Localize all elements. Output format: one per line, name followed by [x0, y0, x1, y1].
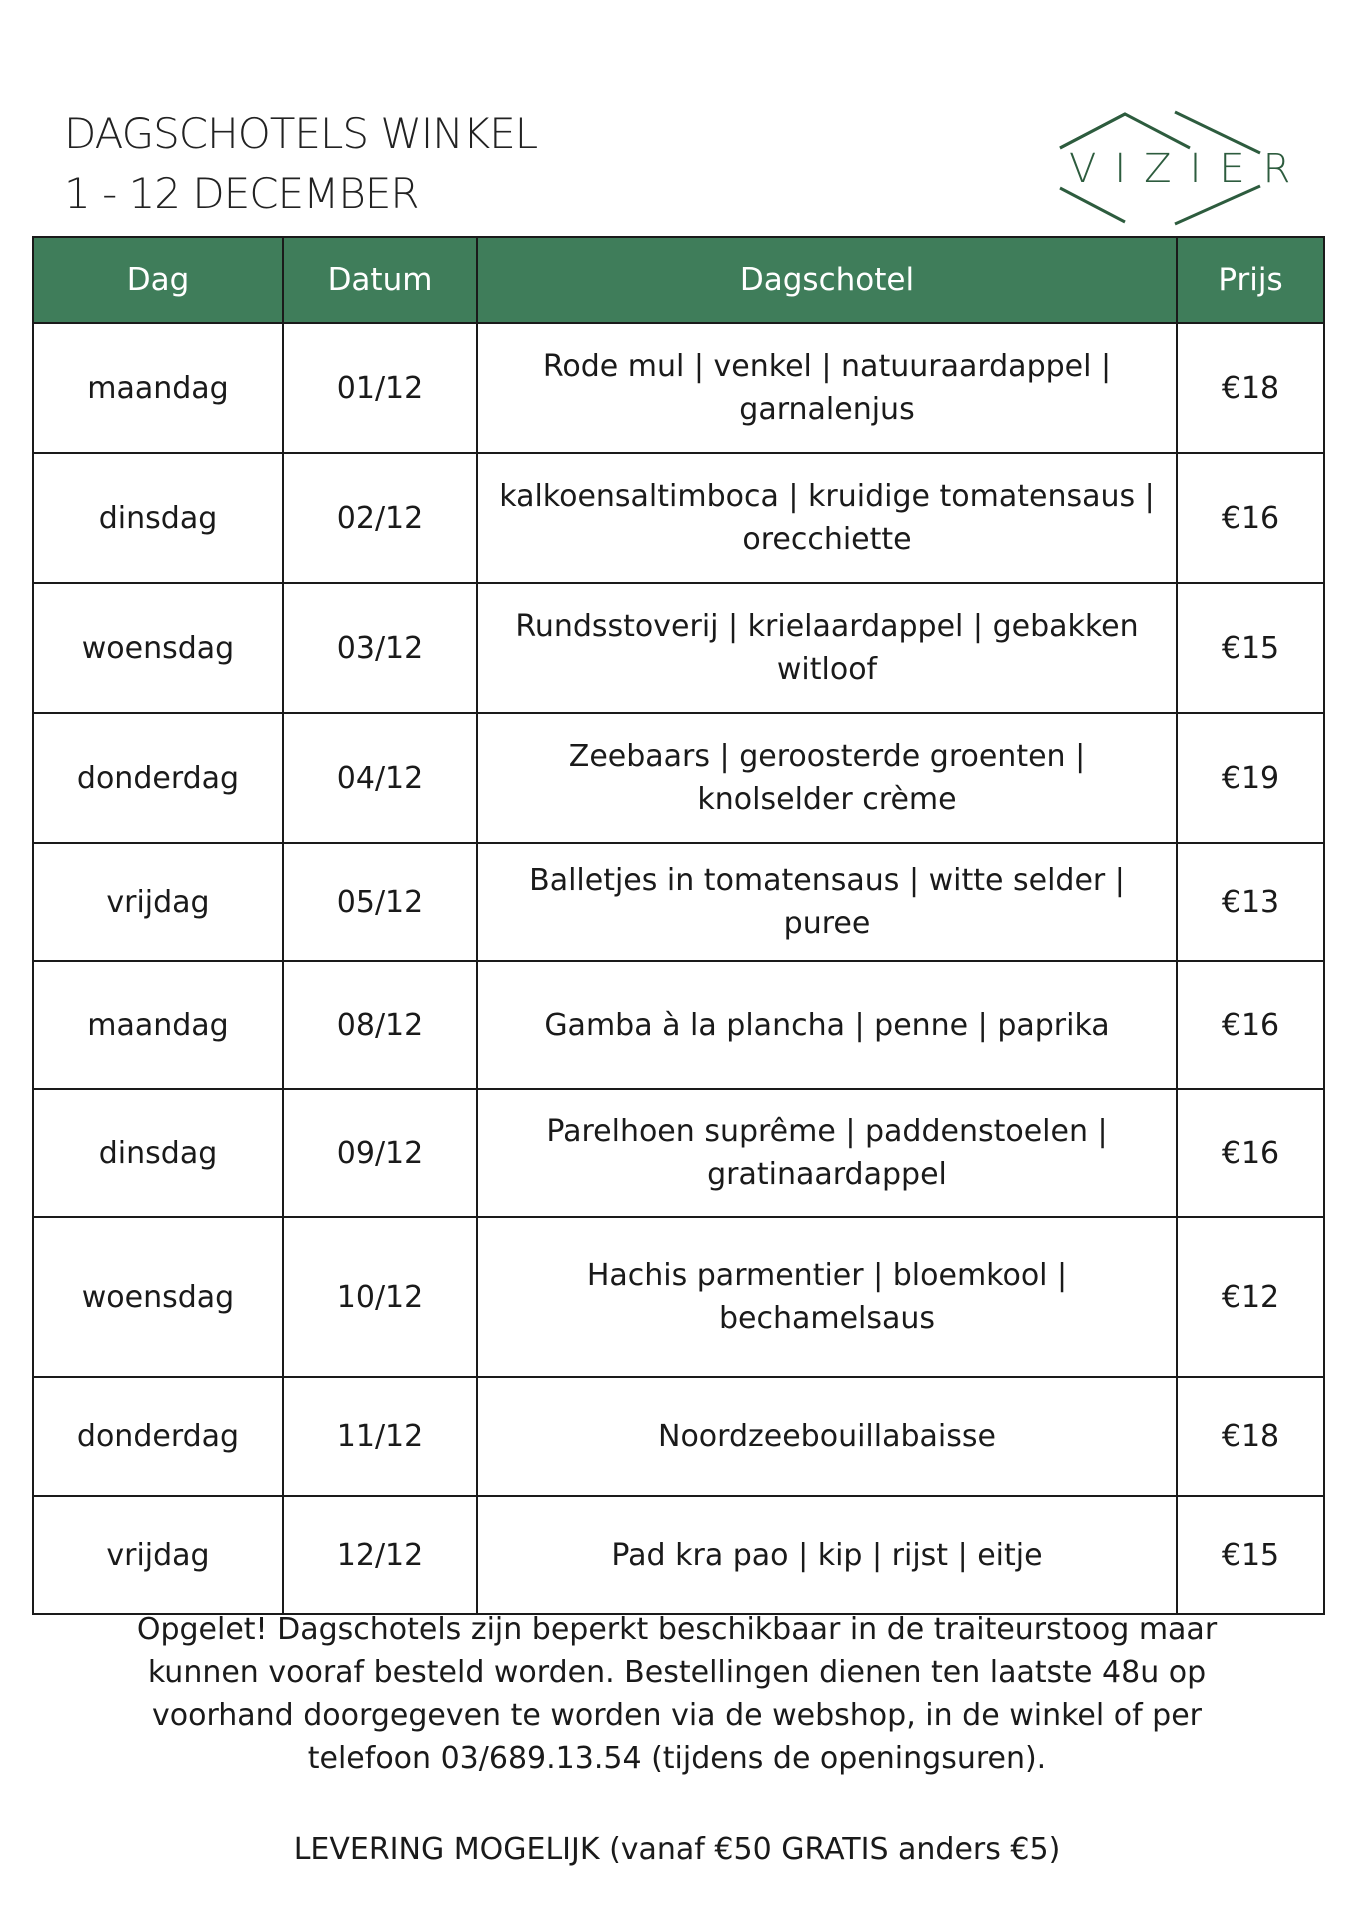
cell-dag: dinsdag	[33, 453, 283, 583]
title-line-2: 1 - 12 DECEMBER	[64, 169, 419, 218]
cell-prijs: €12	[1177, 1217, 1324, 1377]
cell-dag: woensdag	[33, 1217, 283, 1377]
cell-datum: 01/12	[283, 323, 477, 453]
table-row	[33, 1496, 1324, 1614]
cell-dag: woensdag	[33, 583, 283, 713]
cell-datum: 12/12	[283, 1496, 477, 1614]
vizier-logo	[1055, 108, 1309, 228]
cell-dagschotel: Rundsstoverij | krielaardappel | gebakken witloof	[477, 583, 1177, 713]
cell-datum: 09/12	[283, 1089, 477, 1217]
cell-dagschotel: Gamba à la plancha | penne | paprika	[477, 961, 1177, 1089]
column-header-datum: Datum	[283, 237, 477, 323]
table-row	[33, 843, 1324, 961]
cell-datum: 11/12	[283, 1377, 477, 1496]
menu-table	[32, 236, 1325, 1615]
table-row	[33, 961, 1324, 1089]
table-header-row	[33, 237, 1324, 323]
table-row	[33, 453, 1324, 583]
cell-dagschotel: Parelhoen suprême | paddenstoelen | gratinaardappel	[477, 1089, 1177, 1217]
cell-dag: dinsdag	[33, 1089, 283, 1217]
page-title	[64, 104, 537, 224]
cell-dagschotel: Pad kra pao | kip | rijst | eitje	[477, 1496, 1177, 1614]
cell-prijs: €18	[1177, 1377, 1324, 1496]
cell-prijs: €16	[1177, 1089, 1324, 1217]
cell-dagschotel: Rode mul | venkel | natuuraardappel | garnalenjus	[477, 323, 1177, 453]
cell-dagschotel: Zeebaars | geroosterde groenten | knolselder crème	[477, 713, 1177, 843]
cell-dag: donderdag	[33, 713, 283, 843]
cell-prijs: €19	[1177, 713, 1324, 843]
cell-prijs: €18	[1177, 323, 1324, 453]
table-row	[33, 713, 1324, 843]
column-header-dag: Dag	[33, 237, 283, 323]
cell-datum: 08/12	[283, 961, 477, 1089]
cell-datum: 03/12	[283, 583, 477, 713]
column-header-prijs: Prijs	[1177, 237, 1324, 323]
table-row	[33, 323, 1324, 453]
cell-prijs: €13	[1177, 843, 1324, 961]
cell-datum: 04/12	[283, 713, 477, 843]
cell-prijs: €16	[1177, 961, 1324, 1089]
cell-dag: vrijdag	[33, 843, 283, 961]
cell-dag: donderdag	[33, 1377, 283, 1496]
cell-dagschotel: kalkoensaltimboca | kruidige tomatensaus | orecchiette	[477, 453, 1177, 583]
title-line-1: DAGSCHOTELS WINKEL	[64, 109, 538, 158]
table-row	[33, 583, 1324, 713]
cell-datum: 10/12	[283, 1217, 477, 1377]
cell-dagschotel: Hachis parmentier | bloemkool | bechamelsaus	[477, 1217, 1177, 1377]
cell-datum: 05/12	[283, 843, 477, 961]
cell-prijs: €16	[1177, 453, 1324, 583]
table-row	[33, 1217, 1324, 1377]
table-row	[33, 1089, 1324, 1217]
cell-prijs: €15	[1177, 583, 1324, 713]
cell-datum: 02/12	[283, 453, 477, 583]
cell-dagschotel: Noordzeebouillabaisse	[477, 1377, 1177, 1496]
cell-dag: vrijdag	[33, 1496, 283, 1614]
column-header-dagschotel: Dagschotel	[477, 237, 1177, 323]
cell-dagschotel: Balletjes in tomatensaus | witte selder | puree	[477, 843, 1177, 961]
cell-dag: maandag	[33, 323, 283, 453]
cell-prijs: €15	[1177, 1496, 1324, 1614]
table-row	[33, 1377, 1324, 1496]
logo-text: VIZIER	[1069, 146, 1309, 192]
delivery-info: LEVERING MOGELIJK (vanaf €50 GRATIS anders €5)	[293, 1832, 1061, 1867]
cell-dag: maandag	[33, 961, 283, 1089]
order-notice: Opgelet! Dagschotels zijn beperkt beschikbaar in de traiteurstoog maar kunnen vooraf besteld worden. Bestellingen dienen ten laatste 48u op voorhand doorgegeven te worden via de webshop, in de winkel of per telefoon 03/689.13.54 (tijdens de openingsuren).	[136, 1612, 1218, 1776]
